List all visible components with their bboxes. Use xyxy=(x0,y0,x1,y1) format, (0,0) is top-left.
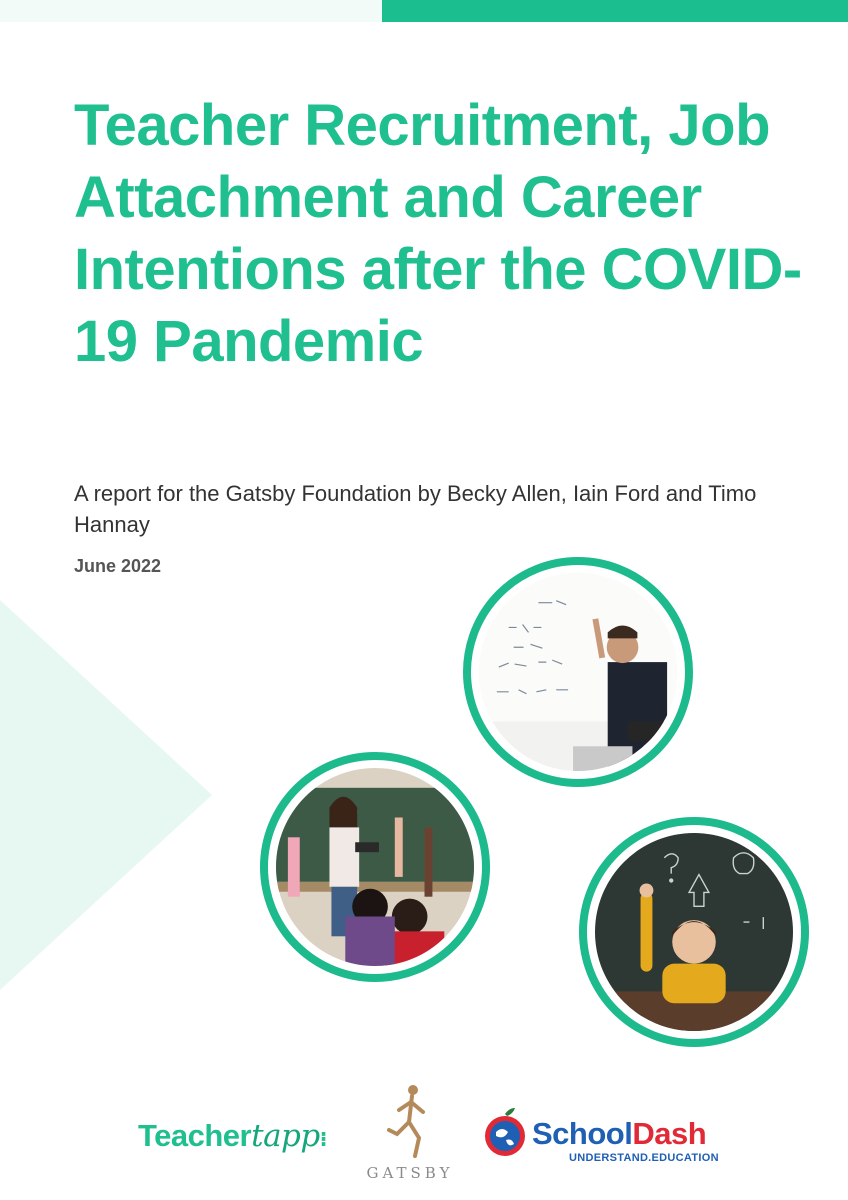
report-date: June 2022 xyxy=(74,556,162,576)
gatsby-wordmark: GATSBY xyxy=(366,1164,454,1182)
gatsby-logo xyxy=(355,1082,465,1186)
teachertapp-logo-part2: tapp xyxy=(251,1118,320,1154)
teachertapp-logo xyxy=(138,1118,327,1154)
schooldash-wordmark xyxy=(532,1116,706,1152)
schooldash-wordmark-dash: Dash xyxy=(632,1116,707,1151)
decorative-triangle xyxy=(0,600,212,990)
report-title: Teacher Recruitment, Job Attachment and Career Intentions after the COVID-19 Pandemic xyxy=(74,93,802,374)
report-subtitle: A report for the Gatsby Foundation by Becky Allen, Iain Ford and Timo Hannay xyxy=(74,481,757,537)
schooldash-wordmark-school: School xyxy=(532,1116,633,1151)
spark-icon: ⁝ xyxy=(319,1129,327,1151)
top-bar-faint xyxy=(0,0,382,22)
photo-teacher-whiteboard xyxy=(463,557,693,787)
photo-child-raising-hand xyxy=(579,817,809,1047)
schooldash-logo xyxy=(482,1102,722,1172)
schooldash-tagline: UNDERSTAND.EDUCATION xyxy=(569,1152,719,1164)
photo-students-raising-hands xyxy=(260,752,490,982)
running-figure-icon xyxy=(387,1082,433,1162)
partner-logos xyxy=(0,1080,848,1190)
apple-globe-icon xyxy=(482,1108,528,1158)
top-accent-bar xyxy=(382,0,848,22)
teachertapp-logo-part1: Teacher xyxy=(138,1118,252,1153)
